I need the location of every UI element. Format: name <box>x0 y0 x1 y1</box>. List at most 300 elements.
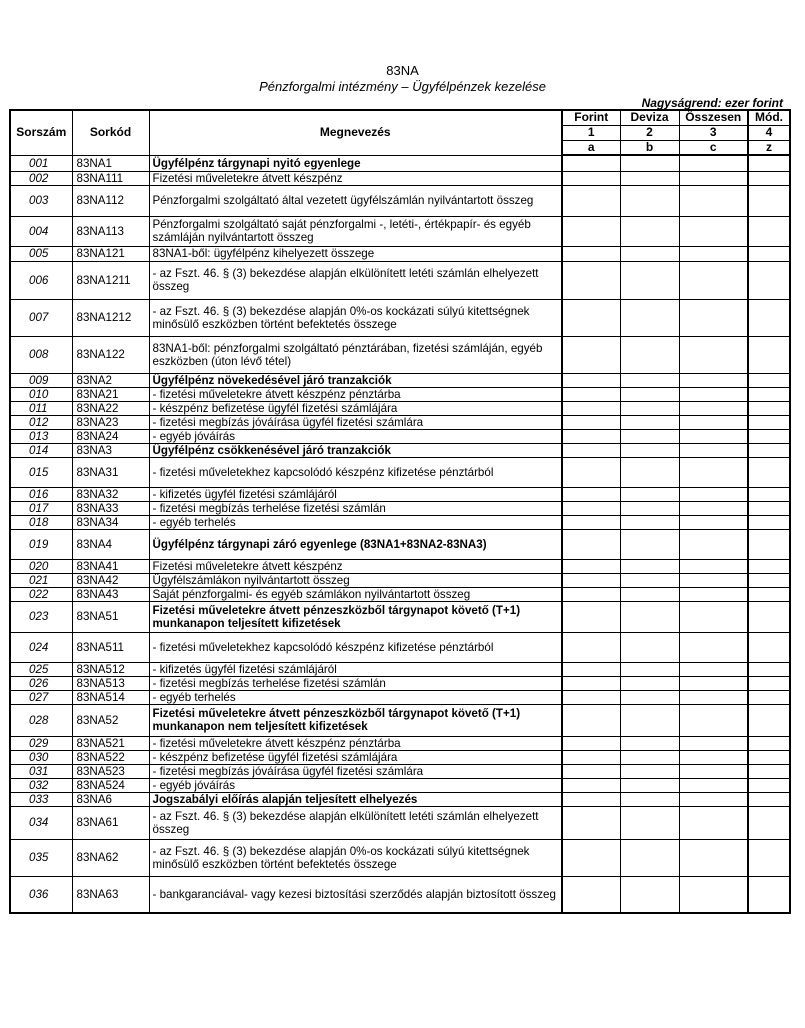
cell-forint[interactable] <box>562 501 620 515</box>
row-sorkod: 83NA3 <box>72 443 149 457</box>
table-row <box>10 792 790 806</box>
cell-osszesen[interactable] <box>679 839 748 876</box>
row-sorszam: 002 <box>10 171 72 185</box>
table-row <box>10 750 790 764</box>
table-row <box>10 529 790 559</box>
row-sorszam: 030 <box>10 750 72 764</box>
table-row <box>10 587 790 601</box>
table-row <box>10 704 790 736</box>
row-megnevezes: Pénzforgalmi szolgáltató saját pénzforgalmi -, letéti-, értékpapír- és egyéb számláján nyilvántartott összeg <box>149 216 562 246</box>
row-sorszam: 025 <box>10 662 72 676</box>
cell-forint[interactable] <box>562 704 620 736</box>
table-row <box>10 559 790 573</box>
cell-deviza[interactable] <box>620 690 679 704</box>
table-row <box>10 415 790 429</box>
row-sorszam: 009 <box>10 373 72 387</box>
cell-osszesen[interactable] <box>679 601 748 632</box>
cell-osszesen[interactable] <box>679 387 748 401</box>
row-sorkod: 83NA43 <box>72 587 149 601</box>
cell-osszesen[interactable] <box>679 676 748 690</box>
cell-mod[interactable] <box>748 736 790 750</box>
row-sorszam: 007 <box>10 299 72 336</box>
cell-deviza[interactable] <box>620 662 679 676</box>
row-megnevezes: Ügyfélszámlákon nyilvántartott összeg <box>149 573 562 587</box>
cell-osszesen[interactable] <box>679 373 748 387</box>
table-row <box>10 299 790 336</box>
cell-mod[interactable] <box>748 429 790 443</box>
row-sorkod: 83NA33 <box>72 501 149 515</box>
row-sorszam: 032 <box>10 778 72 792</box>
cell-mod[interactable] <box>748 515 790 529</box>
row-megnevezes: Ügyfélpénz tárgynapi nyitó egyenlege <box>149 155 562 171</box>
cell-forint[interactable] <box>562 559 620 573</box>
cell-mod[interactable] <box>748 415 790 429</box>
row-megnevezes: - az Fszt. 46. § (3) bekezdése alapján 0%-os kockázati súlyú kitettségnek minősülő eszközben történt befektetés összege <box>149 299 562 336</box>
row-sorkod: 83NA4 <box>72 529 149 559</box>
header-megnevezes: Megnevezés <box>149 110 562 155</box>
cell-mod[interactable] <box>748 587 790 601</box>
cell-mod[interactable] <box>748 487 790 501</box>
cell-mod[interactable] <box>748 216 790 246</box>
cell-deviza[interactable] <box>620 736 679 750</box>
cell-mod[interactable] <box>748 299 790 336</box>
cell-forint[interactable] <box>562 299 620 336</box>
row-sorkod: 83NA62 <box>72 839 149 876</box>
cell-forint[interactable] <box>562 261 620 299</box>
row-megnevezes: Pénzforgalmi szolgáltató által vezetett ügyfélszámlán nyilvántartott összeg <box>149 185 562 216</box>
row-megnevezes: - egyéb terhelés <box>149 690 562 704</box>
row-sorszam: 024 <box>10 632 72 662</box>
cell-deviza[interactable] <box>620 185 679 216</box>
table-row <box>10 261 790 299</box>
row-sorszam: 031 <box>10 764 72 778</box>
cell-mod[interactable] <box>748 704 790 736</box>
cell-deviza[interactable] <box>620 676 679 690</box>
row-sorszam: 003 <box>10 185 72 216</box>
row-sorkod: 83NA61 <box>72 806 149 839</box>
cell-deviza[interactable] <box>620 839 679 876</box>
row-sorszam: 004 <box>10 216 72 246</box>
row-sorkod: 83NA112 <box>72 185 149 216</box>
row-sorkod: 83NA63 <box>72 876 149 913</box>
row-megnevezes: Jogszabályi előírás alapján teljesített elhelyezés <box>149 792 562 806</box>
cell-osszesen[interactable] <box>679 573 748 587</box>
cell-mod[interactable] <box>748 662 790 676</box>
cell-osszesen[interactable] <box>679 415 748 429</box>
row-sorszam: 005 <box>10 246 72 261</box>
cell-forint[interactable] <box>562 587 620 601</box>
cell-forint[interactable] <box>562 443 620 457</box>
row-megnevezes: - bankgaranciával- vagy kezesi biztosítási szerződés alapján biztosított összeg <box>149 876 562 913</box>
cell-forint[interactable] <box>562 601 620 632</box>
row-sorszam: 034 <box>10 806 72 839</box>
table-row <box>10 443 790 457</box>
row-sorkod: 83NA24 <box>72 429 149 443</box>
row-sorkod: 83NA1211 <box>72 261 149 299</box>
cell-mod[interactable] <box>748 529 790 559</box>
cell-osszesen[interactable] <box>679 764 748 778</box>
table-row <box>10 246 790 261</box>
row-megnevezes: - az Fszt. 46. § (3) bekezdése alapján 0%-os kockázati súlyú kitettségnek minősülő eszközben történt befektetés összege <box>149 839 562 876</box>
cell-osszesen[interactable] <box>679 529 748 559</box>
cell-osszesen[interactable] <box>679 690 748 704</box>
row-megnevezes: - az Fszt. 46. § (3) bekezdése alapján elkülönített letéti számlán elhelyezett összeg <box>149 806 562 839</box>
cell-forint[interactable] <box>562 185 620 216</box>
row-sorkod: 83NA511 <box>72 632 149 662</box>
cell-deviza[interactable] <box>620 261 679 299</box>
table-row <box>10 336 790 373</box>
table-row <box>10 573 790 587</box>
row-sorszam: 020 <box>10 559 72 573</box>
cell-forint[interactable] <box>562 373 620 387</box>
cell-deviza[interactable] <box>620 336 679 373</box>
cell-forint[interactable] <box>562 487 620 501</box>
row-sorszam: 013 <box>10 429 72 443</box>
table-row <box>10 676 790 690</box>
table-row <box>10 601 790 632</box>
cell-mod[interactable] <box>748 457 790 487</box>
header-col-num: 1 <box>562 125 620 140</box>
header-col-num: 3 <box>679 125 748 140</box>
table-row <box>10 876 790 913</box>
row-sorszam: 008 <box>10 336 72 373</box>
cell-mod[interactable] <box>748 839 790 876</box>
row-sorkod: 83NA31 <box>72 457 149 487</box>
row-sorkod: 83NA21 <box>72 387 149 401</box>
form-code: 83NA <box>386 63 419 78</box>
cell-forint[interactable] <box>562 690 620 704</box>
row-megnevezes: Fizetési műveletekre átvett készpénz <box>149 171 562 185</box>
row-sorszam: 023 <box>10 601 72 632</box>
row-sorkod: 83NA22 <box>72 401 149 415</box>
table-row <box>10 373 790 387</box>
cell-osszesen[interactable] <box>679 750 748 764</box>
cell-forint[interactable] <box>562 155 620 171</box>
cell-deviza[interactable] <box>620 299 679 336</box>
row-megnevezes: - kifizetés ügyfél fizetési számlájáról <box>149 487 562 501</box>
cell-forint[interactable] <box>562 676 620 690</box>
row-megnevezes: Ügyfélpénz növekedésével járó tranzakciók <box>149 373 562 387</box>
cell-forint[interactable] <box>562 515 620 529</box>
cell-mod[interactable] <box>748 443 790 457</box>
cell-forint[interactable] <box>562 216 620 246</box>
row-sorkod: 83NA51 <box>72 601 149 632</box>
cell-forint[interactable] <box>562 662 620 676</box>
cell-forint[interactable] <box>562 415 620 429</box>
cell-osszesen[interactable] <box>679 587 748 601</box>
cell-osszesen[interactable] <box>679 171 748 185</box>
row-sorkod: 83NA523 <box>72 764 149 778</box>
cell-forint[interactable] <box>562 806 620 839</box>
row-sorkod: 83NA41 <box>72 559 149 573</box>
cell-mod[interactable] <box>748 185 790 216</box>
row-sorszam: 028 <box>10 704 72 736</box>
row-megnevezes: - fizetési megbízás jóváírása ügyfél fizetési számlára <box>149 764 562 778</box>
row-sorkod: 83NA42 <box>72 573 149 587</box>
cell-osszesen[interactable] <box>679 662 748 676</box>
table-row <box>10 185 790 216</box>
cell-forint[interactable] <box>562 876 620 913</box>
header-col-letter: b <box>620 140 679 155</box>
cell-mod[interactable] <box>748 155 790 171</box>
row-sorkod: 83NA524 <box>72 778 149 792</box>
cell-deviza[interactable] <box>620 155 679 171</box>
cell-deviza[interactable] <box>620 529 679 559</box>
row-megnevezes: - fizetési megbízás terhelése fizetési számlán <box>149 501 562 515</box>
cell-osszesen[interactable] <box>679 246 748 261</box>
cell-deviza[interactable] <box>620 573 679 587</box>
cell-forint[interactable] <box>562 573 620 587</box>
cell-deviza[interactable] <box>620 171 679 185</box>
header-col-letter: a <box>562 140 620 155</box>
cell-deviza[interactable] <box>620 401 679 415</box>
header-col-mod: Mód. <box>748 110 790 125</box>
row-sorszam: 017 <box>10 501 72 515</box>
cell-mod[interactable] <box>748 246 790 261</box>
cell-forint[interactable] <box>562 336 620 373</box>
cell-forint[interactable] <box>562 764 620 778</box>
cell-forint[interactable] <box>562 778 620 792</box>
cell-osszesen[interactable] <box>679 487 748 501</box>
cell-osszesen[interactable] <box>679 704 748 736</box>
row-sorkod: 83NA23 <box>72 415 149 429</box>
cell-deviza[interactable] <box>620 587 679 601</box>
row-sorszam: 022 <box>10 587 72 601</box>
row-megnevezes: - egyéb terhelés <box>149 515 562 529</box>
row-sorkod: 83NA2 <box>72 373 149 387</box>
row-sorszam: 011 <box>10 401 72 415</box>
cell-mod[interactable] <box>748 387 790 401</box>
cell-deviza[interactable] <box>620 601 679 632</box>
table-row <box>10 736 790 750</box>
cell-mod[interactable] <box>748 676 790 690</box>
cell-forint[interactable] <box>562 750 620 764</box>
cell-deviza[interactable] <box>620 778 679 792</box>
cell-forint[interactable] <box>562 246 620 261</box>
cell-deviza[interactable] <box>620 216 679 246</box>
row-sorszam: 012 <box>10 415 72 429</box>
row-sorszam: 016 <box>10 487 72 501</box>
cell-mod[interactable] <box>748 559 790 573</box>
cell-deviza[interactable] <box>620 632 679 662</box>
cell-forint[interactable] <box>562 457 620 487</box>
cell-forint[interactable] <box>562 429 620 443</box>
cell-deviza[interactable] <box>620 443 679 457</box>
cell-osszesen[interactable] <box>679 457 748 487</box>
cell-forint[interactable] <box>562 171 620 185</box>
table-row <box>10 515 790 529</box>
cell-osszesen[interactable] <box>679 299 748 336</box>
cell-mod[interactable] <box>748 750 790 764</box>
row-sorszam: 029 <box>10 736 72 750</box>
table-row <box>10 216 790 246</box>
row-sorszam: 006 <box>10 261 72 299</box>
cell-deviza[interactable] <box>620 501 679 515</box>
cell-deviza[interactable] <box>620 764 679 778</box>
row-sorkod: 83NA32 <box>72 487 149 501</box>
cell-deviza[interactable] <box>620 487 679 501</box>
row-sorkod: 83NA521 <box>72 736 149 750</box>
cell-deviza[interactable] <box>620 876 679 913</box>
cell-osszesen[interactable] <box>679 216 748 246</box>
cell-osszesen[interactable] <box>679 185 748 216</box>
row-sorszam: 014 <box>10 443 72 457</box>
cell-deviza[interactable] <box>620 415 679 429</box>
cell-forint[interactable] <box>562 736 620 750</box>
header-col-num: 2 <box>620 125 679 140</box>
row-sorkod: 83NA514 <box>72 690 149 704</box>
header-col-letter: z <box>748 140 790 155</box>
header-col-num: 4 <box>748 125 790 140</box>
cell-osszesen[interactable] <box>679 501 748 515</box>
row-megnevezes: - készpénz befizetése ügyfél fizetési számlájára <box>149 401 562 415</box>
cell-osszesen[interactable] <box>679 401 748 415</box>
table-row <box>10 457 790 487</box>
cell-forint[interactable] <box>562 792 620 806</box>
cell-mod[interactable] <box>748 336 790 373</box>
table-row <box>10 632 790 662</box>
cell-mod[interactable] <box>748 401 790 415</box>
row-megnevezes: Ügyfélpénz tárgynapi záró egyenlege (83NA1+83NA2-83NA3) <box>149 529 562 559</box>
cell-mod[interactable] <box>748 778 790 792</box>
table-row <box>10 387 790 401</box>
row-megnevezes: - fizetési műveletekre átvett készpénz pénztárba <box>149 387 562 401</box>
table-row <box>10 764 790 778</box>
row-sorszam: 027 <box>10 690 72 704</box>
cell-osszesen[interactable] <box>679 632 748 662</box>
row-sorkod: 83NA1212 <box>72 299 149 336</box>
table-row <box>10 690 790 704</box>
cell-osszesen[interactable] <box>679 559 748 573</box>
cell-mod[interactable] <box>748 764 790 778</box>
cell-forint[interactable] <box>562 839 620 876</box>
row-megnevezes: Fizetési műveletekre átvett pénzeszközből tárgynapot követő (T+1) munkanapon teljesített kifizetések <box>149 601 562 632</box>
cell-deviza[interactable] <box>620 515 679 529</box>
cell-mod[interactable] <box>748 876 790 913</box>
row-megnevezes: - fizetési megbízás jóváírása ügyfél fizetési számlára <box>149 415 562 429</box>
cell-mod[interactable] <box>748 690 790 704</box>
cell-osszesen[interactable] <box>679 261 748 299</box>
unit-note: Nagyságrend: ezer forint <box>641 96 783 110</box>
table-row <box>10 429 790 443</box>
row-sorkod: 83NA513 <box>72 676 149 690</box>
header-sorszam: Sorszám <box>10 110 72 155</box>
row-megnevezes: Fizetési műveletekre átvett pénzeszközből tárgynapot követő (T+1) munkanapon nem teljesített kifizetések <box>149 704 562 736</box>
cell-mod[interactable] <box>748 261 790 299</box>
cell-osszesen[interactable] <box>679 429 748 443</box>
table-row <box>10 171 790 185</box>
cell-osszesen[interactable] <box>679 806 748 839</box>
cell-osszesen[interactable] <box>679 876 748 913</box>
table-row <box>10 806 790 839</box>
row-megnevezes: - kifizetés ügyfél fizetési számlájáról <box>149 662 562 676</box>
row-sorszam: 001 <box>10 155 72 171</box>
cell-osszesen[interactable] <box>679 155 748 171</box>
header-sorkod: Sorkód <box>72 110 149 155</box>
cell-mod[interactable] <box>748 501 790 515</box>
cell-deviza[interactable] <box>620 373 679 387</box>
row-megnevezes: - egyéb jóváírás <box>149 778 562 792</box>
table-row <box>10 662 790 676</box>
row-megnevezes: - fizetési műveletekre átvett készpénz pénztárba <box>149 736 562 750</box>
row-megnevezes: 83NA1-ből: ügyfélpénz kihelyezett összege <box>149 246 562 261</box>
cell-mod[interactable] <box>748 573 790 587</box>
row-megnevezes: - fizetési megbízás terhelése fizetési számlán <box>149 676 562 690</box>
row-sorszam: 035 <box>10 839 72 876</box>
row-sorszam: 018 <box>10 515 72 529</box>
table-row <box>10 155 790 171</box>
row-megnevezes: - készpénz befizetése ügyfél fizetési számlájára <box>149 750 562 764</box>
cell-mod[interactable] <box>748 373 790 387</box>
cell-osszesen[interactable] <box>679 778 748 792</box>
row-sorkod: 83NA1 <box>72 155 149 171</box>
row-megnevezes: - egyéb jóváírás <box>149 429 562 443</box>
cell-deviza[interactable] <box>620 792 679 806</box>
header-col-letter: c <box>679 140 748 155</box>
row-sorkod: 83NA522 <box>72 750 149 764</box>
cell-deviza[interactable] <box>620 457 679 487</box>
row-sorkod: 83NA113 <box>72 216 149 246</box>
table-row <box>10 487 790 501</box>
cell-osszesen[interactable] <box>679 515 748 529</box>
cell-mod[interactable] <box>748 171 790 185</box>
row-sorkod: 83NA52 <box>72 704 149 736</box>
cell-forint[interactable] <box>562 401 620 415</box>
table-row <box>10 401 790 415</box>
cell-forint[interactable] <box>562 529 620 559</box>
row-sorkod: 83NA111 <box>72 171 149 185</box>
cell-forint[interactable] <box>562 632 620 662</box>
row-sorszam: 021 <box>10 573 72 587</box>
cell-deviza[interactable] <box>620 750 679 764</box>
header-col-forint: Forint <box>562 110 620 125</box>
cell-deviza[interactable] <box>620 387 679 401</box>
cell-osszesen[interactable] <box>679 443 748 457</box>
row-sorszam: 033 <box>10 792 72 806</box>
cell-osszesen[interactable] <box>679 792 748 806</box>
row-sorszam: 019 <box>10 529 72 559</box>
row-sorkod: 83NA122 <box>72 336 149 373</box>
cell-osszesen[interactable] <box>679 736 748 750</box>
header-col-osszesen: Összesen <box>679 110 748 125</box>
cell-mod[interactable] <box>748 806 790 839</box>
table-row <box>10 501 790 515</box>
cell-forint[interactable] <box>562 387 620 401</box>
row-sorszam: 010 <box>10 387 72 401</box>
cell-deviza[interactable] <box>620 429 679 443</box>
row-sorkod: 83NA512 <box>72 662 149 676</box>
cell-osszesen[interactable] <box>679 336 748 373</box>
form-title: Pénzforgalmi intézmény – Ügyfélpénzek kezelése <box>259 79 546 94</box>
row-megnevezes: Ügyfélpénz csökkenésével járó tranzakciók <box>149 443 562 457</box>
header-col-deviza: Deviza <box>620 110 679 125</box>
cell-deviza[interactable] <box>620 704 679 736</box>
cell-deviza[interactable] <box>620 246 679 261</box>
cell-mod[interactable] <box>748 792 790 806</box>
row-megnevezes: 83NA1-ből: pénzforgalmi szolgáltató pénztárában, fizetési számláján, egyéb eszközben (úton lévő tétel) <box>149 336 562 373</box>
table-row <box>10 778 790 792</box>
cell-deviza[interactable] <box>620 559 679 573</box>
table-row <box>10 839 790 876</box>
cell-mod[interactable] <box>748 601 790 632</box>
row-sorkod: 83NA6 <box>72 792 149 806</box>
row-sorszam: 015 <box>10 457 72 487</box>
cell-deviza[interactable] <box>620 806 679 839</box>
report-table <box>9 109 791 914</box>
cell-mod[interactable] <box>748 632 790 662</box>
row-megnevezes: - fizetési műveletekhez kapcsolódó készpénz kifizetése pénztárból <box>149 632 562 662</box>
row-megnevezes: Saját pénzforgalmi- és egyéb számlákon nyilvántartott összeg <box>149 587 562 601</box>
